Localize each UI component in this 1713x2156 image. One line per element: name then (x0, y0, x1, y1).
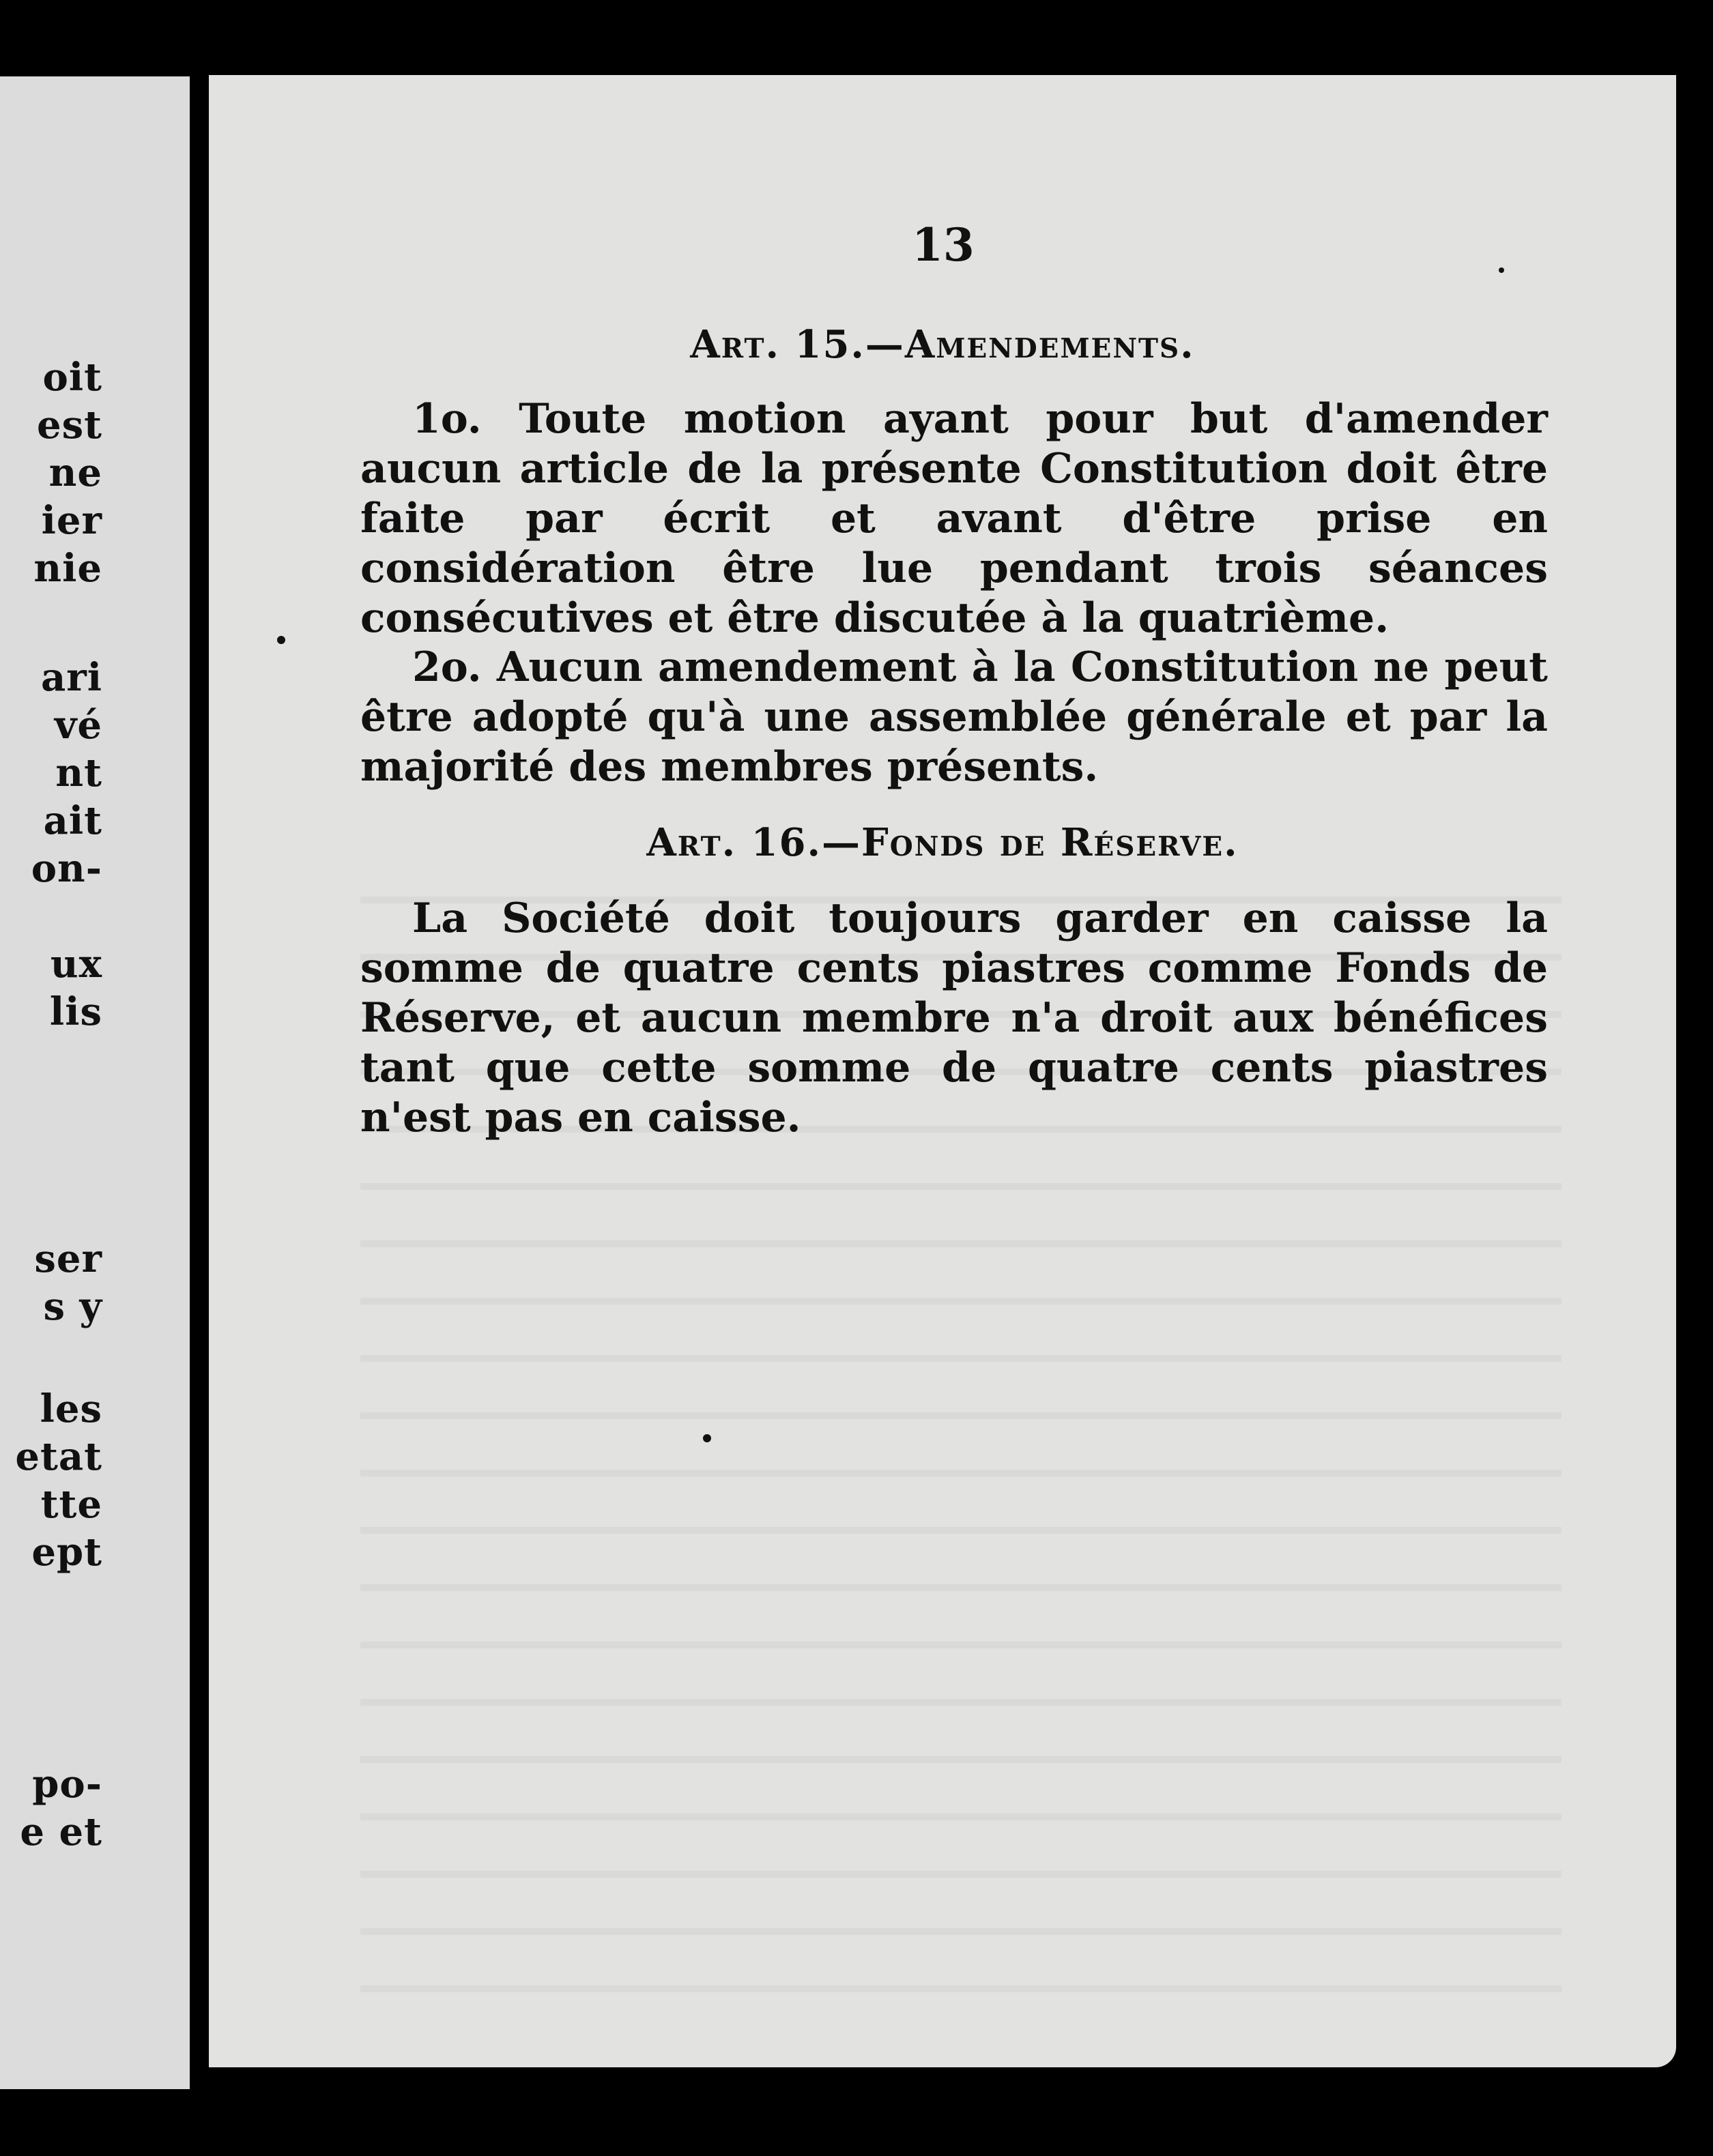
document-page (209, 75, 1676, 2067)
left-page-line: ari (40, 655, 102, 700)
left-page-line: po- (32, 1762, 102, 1807)
article-15-heading: Art. 15.—Amendements. (690, 322, 1195, 367)
left-page-line: vé (54, 703, 102, 748)
book-gutter (190, 0, 209, 2156)
article-15-paragraph-1 (360, 394, 1548, 643)
left-page-line: les (40, 1386, 102, 1431)
left-page-line: ser (34, 1236, 102, 1281)
left-page-line: oit (42, 355, 102, 400)
left-page-line: e et (20, 1809, 102, 1854)
left-page-line: tte (40, 1482, 102, 1527)
article-16-paragraph-1 (360, 894, 1548, 1143)
left-page-line: ne (48, 450, 102, 495)
ink-speck (1499, 267, 1504, 273)
left-page-line: nie (33, 546, 102, 591)
left-page-line: lis (49, 989, 102, 1034)
left-page-line: s y (43, 1284, 102, 1329)
page-number: 13 (912, 218, 975, 272)
left-page-line: nt (55, 751, 102, 796)
paragraph-text: 1o. Toute motion ayant pour but d'amender aucun article de la présente Constitution doit être faite par écrit et avant d'être prise en considération être lue pendant trois séances consécutives et être discutée à la quatrième. (360, 395, 1548, 642)
left-page-line: ait (43, 798, 102, 843)
left-page-line: ier (41, 498, 102, 543)
left-page-line: ux (50, 942, 102, 987)
left-page-line: est (36, 403, 102, 448)
article-16-heading: Art. 16.—Fonds de Réserve. (646, 820, 1239, 865)
paragraph-text: 2o. Aucun amendement à la Constitution ne peut être adopté qu'à une assemblée générale et par la majorité des membres présents. (360, 643, 1548, 791)
ink-speck (703, 1434, 711, 1442)
previous-page-fragment (0, 76, 190, 2089)
article-15-paragraph-2 (360, 643, 1548, 792)
left-page-line: ept (31, 1530, 102, 1575)
left-page-line: etat (15, 1434, 102, 1479)
left-page-line: on- (31, 846, 102, 891)
paragraph-text: La Société doit toujours garder en caisse la somme de quatre cents piastres comme Fonds de Réserve, et aucun membre n'a droit aux bénéfices tant que cette somme de quatre cents piastres n'est pas en caisse. (360, 894, 1548, 1141)
ink-speck (277, 636, 285, 644)
